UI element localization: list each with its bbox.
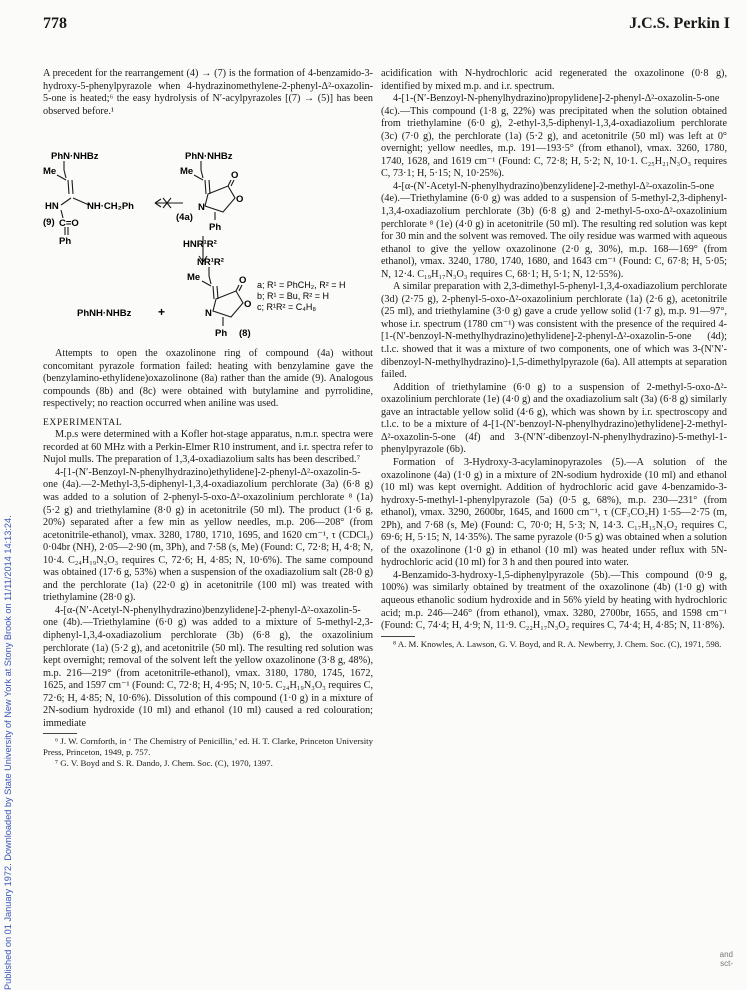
nr-label: NR¹R² — [197, 257, 224, 268]
plus-sign: + — [158, 305, 166, 319]
scheme-drawing — [43, 150, 373, 345]
compound-4b-paragraph: 4-[α-(N′-Acetyl-N-phenylhydrazino)benzylidene]-2-phenyl-Δ²-oxazolin-5-one (4b).—Triethylamine (6·0 g) was added to a mixture of 5-methyl-2,3-diphenyl-1,3,4-oxadiazolium perchlorate (3b) (6·8 g), the oxazolinium perchlorate (1a) (5·2 g), and acetonitrile (50 ml). The resulting red solution was kept overnight; removal of the solvent left the yellow oxazolinone (3·8 g, 48%), m.p. 216—219° (from acetonitrile-ethanol), νmax. 3180, 1780, 1745, 1672, 1625, and 1597 cm⁻¹ (Found: C, 72·8; H, 4·95; N, 10·5. C₂₄H₁₉N₃O₃ requires C, 72·6; H, 4·85; N, 10·6%). Dissolution of this compound (1·0 g) in a mixture of 2N-sodium hydroxide (10 ml) and ethanol (10 ml) caused a red colouration; immediate — [43, 604, 373, 729]
footnote-8: ⁸ A. M. Knowles, A. Lawson, G. V. Boyd, and R. A. Newberry, J. Chem. Soc. (C), 1971, 598. — [393, 638, 722, 649]
right-column — [381, 68, 727, 649]
compound-4d-paragraph: A similar preparation with 2,3-dimethyl-5-phenyl-1,3,4-oxadiazolium perchlorate (3d) (2·75 g), 2-phenyl-5-oxo-Δ²-oxazolinium perchlorate (1a) (2·6 g), acetonitrile (25 ml), and triethylamine (3·0 g) gave a crude yellow solid (1·7 g), m.p. 91—97°, whose i.r. spectrum (1780 cm⁻¹) was consistent with the presence of the required 4-[1-(N′-benzoyl-N-methylhydrazino)ethylidene]-2-phenyl-Δ²-oxazolin-5-one (4d); t.l.c. showed that it was a mixture of two components, one of which was 3-(N′N′-dibenzoyl-N-methylhydrazino)-1,5-dimethylpyrazole (6a). All attempts at separation failed. — [381, 281, 727, 381]
left-column-body — [43, 348, 373, 768]
experimental-heading: EXPERIMENTAL — [43, 417, 123, 428]
me-label-8: Me — [187, 272, 201, 283]
me-label-4a: Me — [180, 166, 194, 177]
phnh-nhbz-label: PhNH·NHBz — [77, 308, 132, 319]
me-label-9: Me — [43, 166, 57, 177]
footnote-6: ⁶ J. W. Cornforth, in ‘ The Chemistry of Penicillin,’ ed. H. T. Clarke, Princeton University Press, Princeton, 1949, p. 757. — [43, 736, 373, 757]
nhch2ph-label: NH·CH₂Ph — [87, 201, 134, 212]
compound-8-number: (8) — [239, 328, 251, 339]
footnote-7: ⁷ G. V. Boyd and S. R. Dando, J. Chem. Soc. (C), 1970, 1397. — [55, 757, 273, 768]
compound-4c-paragraph: 4-[1-(N′-Benzoyl-N-phenylhydrazino)propylidene]-2-phenyl-Δ²-oxazolin-5-one (4c).—This compound (1·8 g, 22%) was precipitated when the solution obtained from triethylamine (6·0 g), 2-ethyl-3,5-diphenyl-1,3,4-oxadiazolium perchlorate (3c) (7·0 g), the perchlorate (1a) (5·2 g), and acetonitrile (50 ml) was left at 0° overnight; yellow needles, m.p. 191—193·5° (from ethanol), νmax. 3260, 1780, 1740, 1628, and 1619 cm⁻¹ (Found: C, 72·8; H, 5·2; N, 10·1. C₂₅H₂₁N₃O₃ requires C, 73·1; H, 5·15; N, 10·25%). — [381, 93, 727, 180]
legend-c: c; R¹R² = C₄H₈ — [257, 302, 317, 312]
pyrazole-5a-paragraph: Formation of 3-Hydroxy-3-acylaminopyrazoles (5).—A solution of the oxazolinone (4a) (1·0 g) in a mixture of 2N-sodium hydroxide (10 ml) and ethanol (10 ml) was kept overnight. Addition of hydrochloric acid gave 4-benzamido-3-hydroxy-5-methyl-1-phenylpyrazole (5a) (0·5 g, 68%), m.p. 230—231° (from ethanol), νmax. 3290, 2600br, 1645, and 1600 cm⁻¹, τ (CF₃CO₂H) 1·55—2·75 (m, 2Ph), and 7·68 (s, Me) (Found: C, 70·0; H, 5·3; N, 14·3. C₁₇H₁₅N₃O₂ requires C, 69·6; H, 5·15; N, 14·35%). The same pyrazole (0·5 g) was obtained when a solution of the oxazolinone (1·0 g) in ethanol (10 ml) was heated under reflux with 5N-hydrochloric acid (10 ml) for 3 h and then poured into water. — [381, 456, 727, 569]
footnote-rule-left — [43, 733, 77, 734]
ph-label-8: Ph — [215, 328, 228, 339]
o-ring-label-8: O — [244, 299, 252, 310]
discussion-paragraph: Attempts to open the oxazolinone ring of compound (4a) without concomitant pyrazole formation failed: heating with benzylamine gave the (benzylamino-ethylidene)oxazolinone (8a) rather than the amide (9). Analogous compounds (8b) and (8c) were obtained with butylamine and pyrrolidine, respectively; no reaction occurred when aniline was used. — [43, 348, 373, 410]
journal-title: J.C.S. Perkin I — [629, 15, 730, 32]
o-label-8: O — [239, 275, 247, 286]
footnote-rule-right — [381, 636, 415, 637]
compound-4f-paragraph: Addition of triethylamine (6·0 g) to a suspension of 2-methyl-5-oxo-Δ²-oxazolinium perchlorate (1e) (4·0 g) and the oxadiazolium salt (3a) (6·8 g) similarly gave an intractable yellow solid (4·6 g), which was shown by i.r. spectroscopy and t.l.c. to be a mixture of 4-[1-(N′-benzoyl-N-phenylhydrazino)ethylidene]-2-methyl-Δ²-oxazolin-5-one (4f) and 3-(N′N′-dibenzoyl-N-phenylhydrazino)-5-methyl-1-phenylpyrazole (6b). — [381, 381, 727, 456]
n-label-4a: N — [198, 202, 205, 213]
legend-a: a; R¹ = PhCH₂, R² = H — [257, 280, 346, 290]
o-ring-label-4a: O — [236, 194, 244, 205]
phnnhbz-label-4a: PhN·NHBz — [185, 151, 233, 162]
pyrazole-5b-paragraph: 4-Benzamido-3-hydroxy-1,5-diphenylpyrazole (5b).—This compound (0·9 g, 100%) was similarly obtained by treatment of the oxazolinone (4b) (1·0 g) with aqueous ethanolic sodium hydroxide and in 56% yield by heating with hydrochloric acid; m.p. 246—246° (from ethanol), νmax. 3280, 2700br, 1655, and 1598 cm⁻¹ (Found: C, 74·4; H, 4·9; N, 11·9. C₂₂H₁₇N₃O₂ requires C, 74·4; H, 4·85; N, 11·8%). — [381, 569, 727, 632]
legend-b: b; R¹ = Bu, R² = H — [257, 291, 330, 301]
methods-paragraph: M.p.s were determined with a Kofler hot-stage apparatus, n.m.r. spectra were recorded at 60 MHz with a Perkin-Elmer R10 instrument, and i.r. spectra refer to Nujol mulls. The preparation of 1,3,4-oxadiazolium salts has been described.⁷ — [43, 429, 373, 466]
corner-line-2: sct- — [720, 959, 733, 968]
continued-paragraph: acidification with N-hydrochloric acid regenerated the oxazolinone (0·8 g), identified by mixed m.p. and i.r. spectrum. — [381, 68, 727, 92]
hnr-label: HNR¹R² — [183, 239, 217, 250]
compound-9-number: (9) — [43, 217, 55, 228]
ph-label-9: Ph — [59, 236, 72, 247]
hn-label: HN — [45, 201, 59, 212]
corner-line-1: and — [719, 950, 733, 959]
intro-paragraph: A precedent for the rearrangement (4) → (7) is the formation of 4-benzamido-3-hydroxy-5-phenylpyrazole when 4-hydrazinomethylene-2-phenyl-Δ²-oxazolin-5-one is heated;⁶ the easy hydrolysis of N′-acylpyrazoles [(7) → (5)] has been observed before.¹ — [43, 68, 373, 117]
n-label-8: N — [205, 308, 212, 319]
phnnhbz-label-9: PhN·NHBz — [51, 151, 99, 162]
compound-4e-paragraph: 4-[α-(N′-Acetyl-N-phenylhydrazino)benzylidene]-2-methyl-Δ²-oxazolin-5-one (4e).—Triethylamine (6·0 g) was added to a suspension of 5-methyl-2,3-diphenyl-1,3,4-oxadiazolium perchlorate (3b) (6·8 g) and 2-methyl-5-oxo-Δ²-oxazolinium perchlorate ⁸ (1e) (4·0 g) in acetonitrile (50 ml). The resulting red solution was kept for 30 min and the solvent was removed. The oily residue was warmed with aqueous ethanol to give the yellow oxazolinone (2·0 g, 30%), m.p. 168—169° (from ethanol), νmax. 3240, 1780, 1740, 1680, and 1643 cm⁻¹ (Found: C, 67·8; H, 5·05; N, 12·4. C₁₉H₁₇N₃O₃ requires C, 68·1; H, 5·1; N, 12·55%). — [381, 180, 727, 280]
co-label: C=O — [59, 218, 79, 229]
compound-4a-paragraph: 4-[1-(N′-Benzoyl-N-phenylhydrazino)ethylidene]-2-phenyl-Δ²-oxazolin-5-one (4a).—2-Methyl-3,5-diphenyl-1,3,4-oxadiazolium perchlorate (3a) (6·8 g) was added to a solution of 2-phenyl-5-oxo-Δ²-oxazolinium perchlorate ⁸ (1a) (5·2 g) and triethylamine (8·0 g) in acetonitrile (50 ml). The product (1·6 g, 20%) separated after a few min as yellow needles, m.p. 206—208° (from acetonitrile-ethanol), νmax. 3280, 1780, 1710, 1695, and 1620 cm⁻¹, τ (CDCl₃) 0·04br (NH), 2·05—2·90 (m, 3Ph), and 7·58 (s, Me) (Found: C, 72·8; H, 4·8; N, 10·4. C₂₄H₁₉N₃O₃ requires C, 72·6; H, 4·85; N, 10·6%). The same compound was obtained (17·6 g, 53%) when a suspension of the oxadiazolium salt (28·0 g) and the perchlorate (1a) (22·0 g) in acetonitrile (100 ml) was treated with triethylamine (28·0 g). — [43, 466, 373, 604]
o-label-4a: O — [231, 170, 239, 181]
reaction-scheme — [43, 150, 373, 345]
corner-fragment — [720, 950, 733, 968]
compound-4a-number: (4a) — [176, 212, 193, 223]
ph-label-4a: Ph — [209, 222, 222, 233]
download-notice[interactable]: Published on 01 January 1972. Downloaded by State University of New York at Stony Brook on 11/11/2014 14:13:24. — [3, 515, 13, 990]
page-number: 778 — [43, 15, 67, 32]
left-column-top — [43, 68, 373, 118]
